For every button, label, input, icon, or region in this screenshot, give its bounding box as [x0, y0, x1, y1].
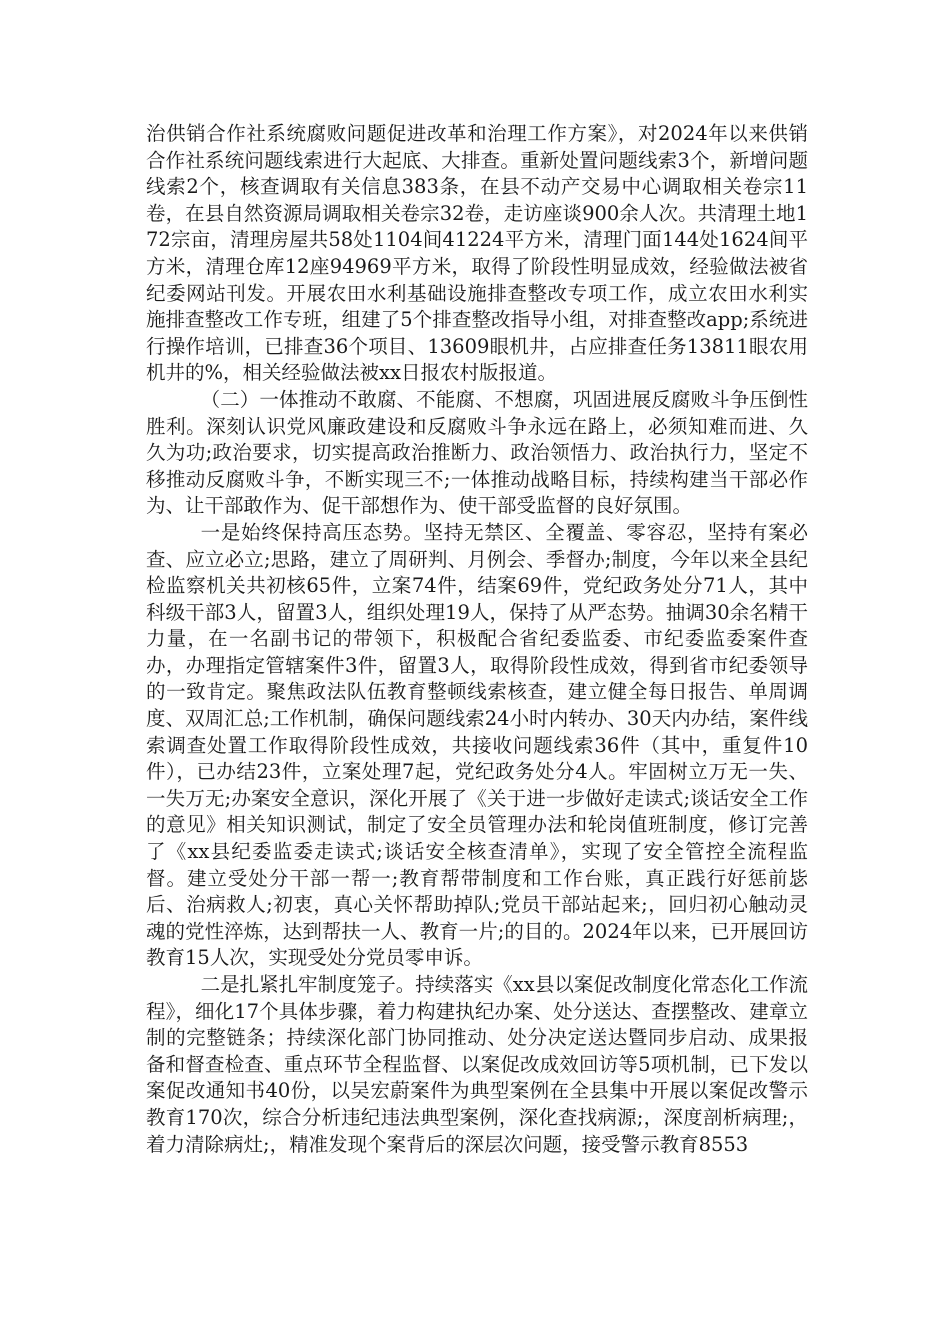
- document-body: [146, 121, 808, 1158]
- body-paragraph: 治供销合作社系统腐败问题促进改革和治理工作方案》，对2024年以来供销合作社系统问题线索进行大起底、大排查。重新处置问题线索3个，新增问题线索2个，核查调取有关信息383条，在县不动产交易中心调取相关卷宗11卷，在县自然资源局调取相关卷宗32卷，走访座谈900余人次。共清理土地172宗亩，清理房屋共58处1104间41224平方米，清理门面144处1624间平方米，清理仓库12座94969平方米，取得了阶段性明显成效，经验做法被省纪委网站刊发。开展农田水利基础设施排查整改专项工作，成立农田水利实施排查整改工作专班，组建了5个排查整改指导小组，对排查整改app;系统进行操作培训，已排查36个项目、13609眼机井，占应排查任务13811眼农用机井的%，相关经验做法被xx日报农村版报道。: [146, 122, 808, 385]
- section-heading-paragraph: （二）一体推动不敢腐、不能腐、不想腐，巩固进展反腐败斗争压倒性胜利。深刻认识党风廉政建设和反腐败斗争永远在路上，必须知难而进、久久为功;政治要求，切实提高政治推断力、政治领悟力、政治执行力，坚定不移推动反腐败斗争，不断实现三不;一体推动战略目标，持续构建当干部必作为、让干部敢作为、促干部想作为、使干部受监督的良好氛围。: [146, 387, 808, 518]
- body-paragraph: 一是始终保持高压态势。坚持无禁区、全覆盖、零容忍，坚持有案必查、应立必立;思路，建立了周研判、月例会、季督办;制度，今年以来全县纪检监察机关共初核65件，立案74件，结案69件，党纪政务处分71人，其中科级干部3人，留置3人，组织处理19人，保持了从严态势。抽调30余名精干力量，在一名副书记的带领下，积极配合省纪委监委、市纪委监委案件查办，办理指定管辖案件3件，留置3人，取得阶段性成效，得到省市纪委领导的一致肯定。聚焦政法队伍教育整顿线索核查，建立健全每日报告、单周调度、双周汇总;工作机制，确保问题线索24小时内转办、30天内办结，案件线索调查处置工作取得阶段性成效，共接收问题线索36件（其中，重复件10件），已办结23件，立案处理7起，党纪政务处分4人。牢固树立万无一失、一失万无;办案安全意识，深化开展了《关于进一步做好走读式;谈话安全工作的意见》相关知识测试，制定了安全员管理办法和轮岗值班制度，修订完善了《xx县纪委监委走读式;谈话安全核查清单》，实现了安全管控全流程监督。建立受处分干部一帮一;教育帮带制度和工作台账，真正践行好惩前毖后、治病救人;初衷，真心关怀帮助掉队;党员干部站起来;，回归初心触动灵魂的党性淬炼，达到帮扶一人、教育一片;的目的。2024年以来，已开展回访教育15人次，实现受处分党员零申诉。: [146, 520, 808, 970]
- body-paragraph: 二是扎紧扎牢制度笼子。持续落实《xx县以案促改制度化常态化工作流程》，细化17个具体步骤，着力构建执纪办案、处分送达、查摆整改、建章立制的完整链条；持续深化部门协同推动、处分决定送达暨同步启动、成果报备和督查检查、重点环节全程监督、以案促改成效回访等5项机制，已下发以案促改通知书40份，以吴宏蔚案件为典型案例在全县集中开展以案促改警示教育170次，综合分析违纪违法典型案例，深化查找病源;，深度剖析病理;，着力清除病灶;，精准发现个案背后的深层次问题，接受警示教育8553: [146, 973, 808, 1156]
